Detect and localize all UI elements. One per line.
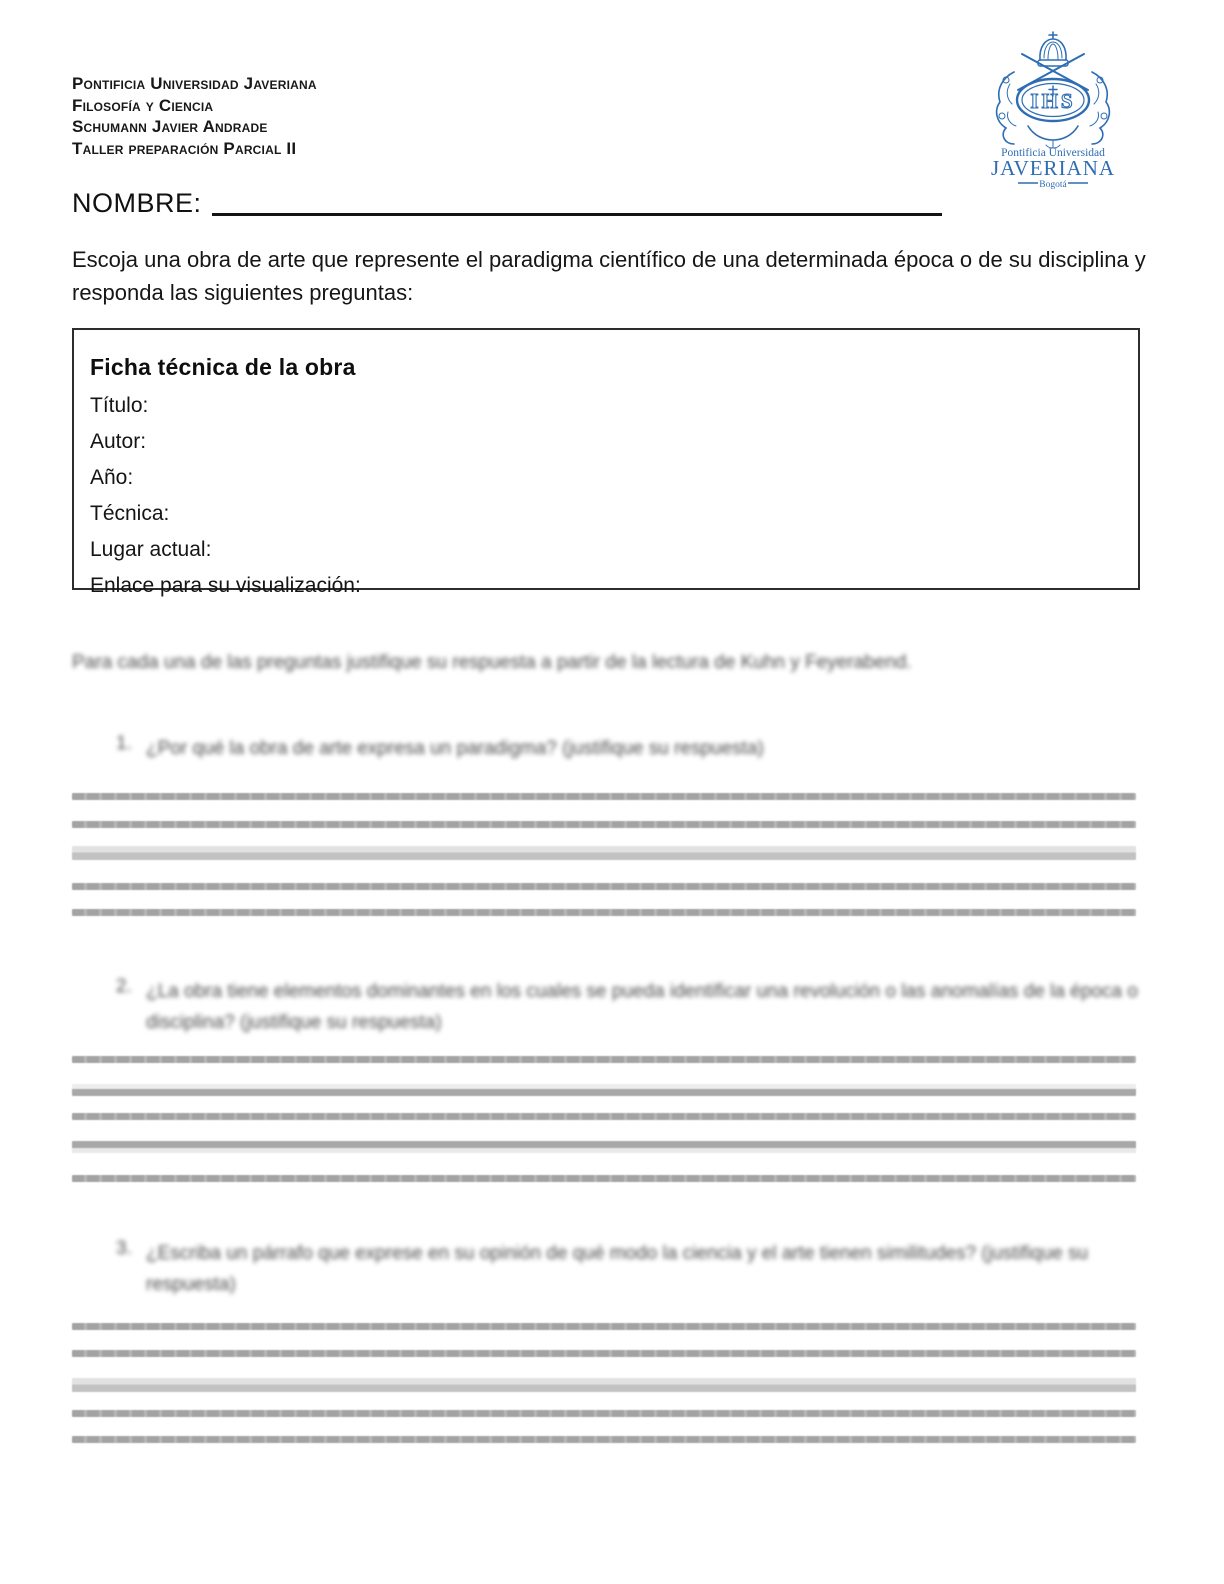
answer-lines-q1	[72, 793, 1136, 916]
question-2-text: ¿La obra tiene elementos dominantes en los cuales se pueda identificar una revolución o las anomalías de la época o disciplina? (justifique su respuesta)	[146, 981, 1138, 1033]
question-1-text: ¿Por qué la obra de arte expresa un paradigma? (justifique su respuesta)	[146, 738, 764, 759]
answer-line	[72, 846, 1136, 860]
answer-line	[72, 1436, 1136, 1443]
course-header	[72, 73, 317, 159]
answer-line	[72, 1410, 1136, 1417]
answer-line	[72, 1141, 1136, 1153]
answer-line	[72, 793, 1136, 800]
university-crest-logo	[984, 28, 1122, 196]
header-line-university: Pontificia Universidad Javeriana	[72, 74, 317, 93]
answer-lines-q2	[72, 1056, 1136, 1182]
crest-icon	[984, 28, 1122, 196]
ficha-title: Ficha técnica de la obra	[90, 354, 356, 380]
header-line-professor: Schumann Javier Andrade	[72, 117, 268, 136]
answer-line	[72, 1084, 1136, 1096]
instructions-paragraph: Escoja una obra de arte que represente el paradigma científico de una determinada época o de su disciplina y responda las siguientes preguntas:	[72, 247, 1146, 305]
question-3-number: 3.	[116, 1238, 132, 1259]
answer-line	[72, 821, 1136, 828]
ficha-field-anio: Año:	[90, 466, 134, 489]
question-2-number: 2.	[116, 976, 132, 997]
question-3-text: ¿Escriba un párrafo que exprese en su opinión de qué modo la ciencia y el arte tienen similitudes? (justifique su respuesta)	[146, 1243, 1089, 1295]
name-field-row	[72, 188, 942, 219]
answer-line	[72, 1056, 1136, 1063]
header-line-course: Filosofía y Ciencia	[72, 95, 214, 115]
answer-line	[72, 1113, 1136, 1120]
answer-line	[72, 909, 1136, 916]
ficha-field-tecnica: Técnica:	[90, 502, 170, 525]
blurred-note: Para cada una de las preguntas justifique su respuesta a partir de la lectura de Kuhn y Feyerabend.	[72, 652, 912, 673]
crest-text-line1: Pontificia Universidad	[1001, 147, 1105, 159]
ficha-field-titulo: Título:	[90, 394, 149, 417]
question-3	[116, 1238, 1142, 1300]
ficha-field-autor: Autor:	[90, 430, 147, 453]
answer-line	[72, 1323, 1136, 1330]
answer-lines-q3	[72, 1323, 1136, 1443]
name-write-line	[212, 213, 942, 216]
crest-text-line3: Bogotá	[1039, 180, 1067, 190]
ficha-field-lugar: Lugar actual:	[90, 538, 212, 561]
crest-monogram: IHS	[1030, 89, 1076, 113]
question-1-number: 1.	[116, 733, 132, 754]
ficha-field-enlace: Enlace para su visualización:	[90, 574, 361, 597]
answer-line	[72, 1350, 1136, 1357]
answer-line	[72, 883, 1136, 890]
name-field-label: NOMBRE:	[72, 188, 202, 218]
crest-text-line2: JAVERIANA	[990, 156, 1116, 180]
question-2	[116, 976, 1142, 1038]
question-1	[116, 733, 1142, 764]
answer-line	[72, 1175, 1136, 1182]
ficha-tecnica-box	[72, 328, 1140, 597]
header-line-assignment: Taller preparación Parcial II	[72, 138, 297, 158]
answer-line	[72, 1378, 1136, 1392]
